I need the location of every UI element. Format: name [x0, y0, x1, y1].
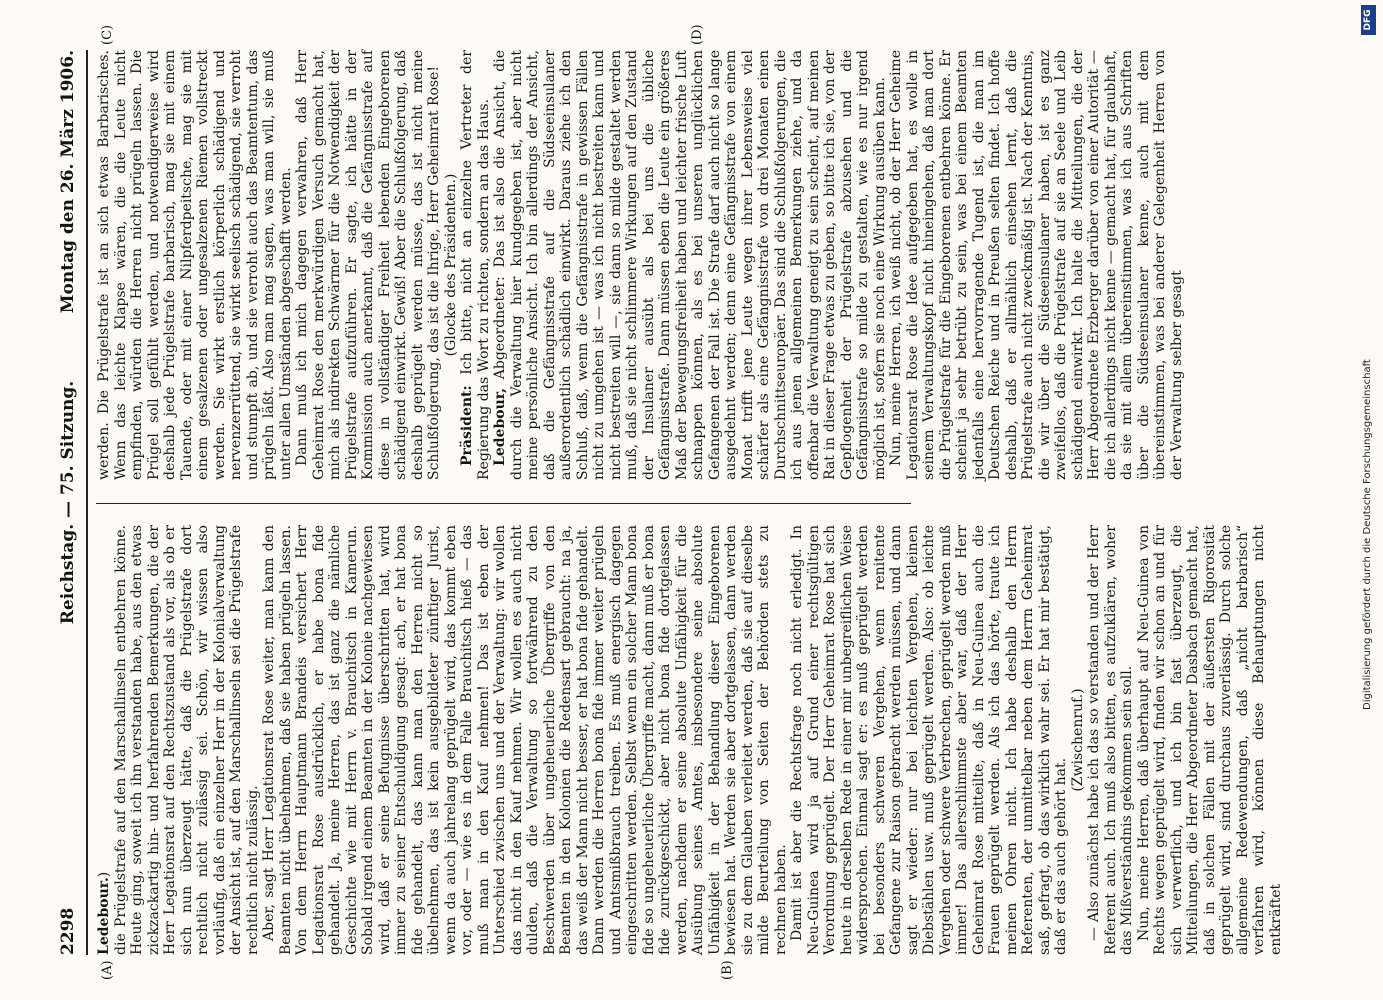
- digitization-note: Digitalisierung gefördert durch die Deutsche Forschungsgemeinschaft: [1362, 359, 1373, 710]
- page-header: [52, 50, 88, 955]
- speaker-name: Ledebour,: [492, 388, 508, 466]
- margin-marker-c: (C): [100, 24, 115, 45]
- paragraph: die Prügelstrafe auf den Marschallinseln entbehren könne. Heute ging, soweit ich ihn verstanden habe, aus den etwas zickzackartig hin- und herfahrenden Bemerkungen, die der Herr Legationsrat auf den Rechtszustand als vor, als ob er sich nun überzeugt hätte, daß die Prügelstrafe dort rechtlich nicht zulässig sei. Schön, wir wissen also vorläufig, daß ein einzelner Herr in der Kolonialverwaltung der Ansicht ist, auf den Marschallinseln sei die Prügelstrafe rechtlich nicht zulässig.: [112, 525, 261, 955]
- session-date: Montag den 26. März 1906.: [58, 50, 78, 314]
- text-column-right: [96, 49, 1185, 480]
- speaker-paragraph: Ledebour, Abgeordneter: Das ist also die Ansicht, die durch die Verwaltung hier kundgegeben ist, aber nicht meine persönliche Ansicht. Ich bin allerdings der Ansicht, daß die Gefängnisstrafe auf die Südseeinsulaner außerordentlich schädlich einwirkt. Daraus ziehe ich den Schluß, daß, wenn die Gefängnisstrafe in gewissen Fällen nicht zu umgehen ist — was ich nicht bestreiten kann und nicht bestreiten will —, sie dann so milde gestaltet werden muß, daß sie nicht schlimmere Wirkungen auf den Zustand der Insulaner ausübt als bei uns die übliche Gefängnisstrafe. Dann müssen eben die Leute ein größeres Maß der Bewegungsfreiheit haben und leichter frische Luft schnappen können, als es bei unseren unglücklichen Gefangenen der Fall ist. Die Strafe darf auch nicht so lange ausgedehnt werden; denn eine Gefängnisstrafe von einem Monat trifft jene Leute wegen ihrer Lebensweise viel schärfer als eine Gefängnisstrafe von drei Monaten einen Durchschnittseuropäer. Das sind die Schlußfolgerungen, die ich aus jenen allgemeinen Bemerkungen ziehe, und da offenbar die Verwaltung geneigt zu sein scheint, auf meinen Rat in dieser Frage etwas zu geben, so bitte ich sie, von der Gepflogenheit der Prügelstrafe abzusehen und die Gefängnisstrafe so milde zu gestalten, wie es nur irgend möglich ist, sofern sie noch eine Wirkung ausüben kann.: [492, 50, 888, 480]
- paragraph: Nun, meine Herren, ich weiß nicht, ob der Herr Geheime Legationsrat Rose die Idee aufgegeben hat, es wolle in seinem Verwaltungskopf nicht hineingehen, daß man dort die Prügelstrafe für die Eingeborenen entbehren könne. Er scheint ja sehr betrübt zu sein, was bei einem Beamten jedenfalls eine hervorragende Tugend ist, die man im Deutschen Reiche und in Preußen selten findet. Ich hoffe deshalb, daß er allmählich einsehen lernt, daß die Prügelstrafe auch nicht zweckmäßig ist. Nach der Kenntnis, die wir über die Südseeinsulaner haben, ist es ganz zweifellos, daß die Prügelstrafe auf sie an Seele und Leib schädigend einwirkt. Ich halte die Mitteilungen, die der Herr Abgeordnete Erzberger darüber von einer Autorität — die ich allerdings nicht kenne — gemacht hat, für glaubhaft, da sie mit allem übereinstimmen, was ich aus Schriften über die Südseeinsulaner kenne, auch mit dem übereinstimmen, was bei anderer Gelegenheit Herren von der Verwaltung selber gesagt: [888, 50, 1185, 480]
- speaker-paragraph: Präsident: Ich bitte, nicht an einzelne Vertreter der Regierung das Wort zu richten, sondern an das Haus.: [459, 49, 492, 480]
- margin-marker-a: (A): [100, 960, 115, 980]
- paragraph: Dann muß ich mich dagegen verwahren, daß Herr Geheimrat Rose den merkwürdigen Versuch gemacht hat, mich als indirekten Schwärmer für die Notwendigkeit der Prügelstrafe aufzuführen. Er sagte, ich hätte in der Kommission auch anerkannt, daß die Gefängnisstrafe auf diese in vollständiger Freiheit lebenden Eingeborenen schädigend einwirkt. Gewiß! Aber die Schlußfolgerung, daß deshalb geprügelt werden müsse, das ist nicht meine Schlußfolgerung, das ist die Ihrige, Herr Geheimrat Rose!: [294, 50, 442, 480]
- paragraph: — Also zunächst habe ich das so verstanden und der Herr Referent auch. Ich muß also bitten, es aufzuklären, woher das Mißverständnis gekommen sein soll.: [1086, 525, 1135, 955]
- paragraph: Aber, sagt Herr Legationsrat Rose weiter, man kann den Beamten nicht übelnehmen, daß sie haben prügeln lassen. Von dem Herrn Hauptmann Brandeis versichert Herr Legationsrat Rose ausdrücklich, er habe bona fide gehandelt. Ja, meine Herren, das ist ganz die nämliche Geschichte wie mit Herrn v. Brauchitsch in Kamerun. Sobald irgend einem Beamten in der Kolonie nachgewiesen wird, daß er seine Befugnisse überschritten hat, wird immer zu seiner Entschuldigung gesagt: ach, er hat bona fide gehandelt, das kann man den Herren nicht so übelnehmen, das ist kein ausgebildeter zünftiger Jurist, wenn da auch jahrelang geprügelt wird, das kommt eben vor, oder — wie es in dem Falle Brauchitsch hieß — das muß man in den Kauf nehmen! Das ist eben der Unterschied zwischen uns und der Verwaltung: wir wollen das nicht in den Kauf nehmen. Wir wollen es auch nicht dulden, daß die Verwaltung so fortwährend zu den Beschwerden über ungeheuerliche Übergriffe von den Beamten in den Kolonien die Redensart gebraucht: na ja, das weiß der Mann nicht besser, er hat bona fide gehandelt. Dann werden die Herren bona fide immer weiter prügeln und Amtsmißbrauch treiben. Es muß energisch dagegen eingeschritten werden. Selbst wenn ein solcher Mann bona fide so ungeheuerliche Übergriffe macht, dann muß er bona fide zurückgeschickt, aber nicht bona fide dortgelassen werden, nachdem er seine absolute Unfähigkeit für die Ausübung seines Amtes, insbesondere seine absolute Unfähigkeit in der Behandlung dieser Eingeborenen bewiesen hat. Werden sie aber dortgelassen, dann werden sie zu dem Glauben verleitet werden, daß sie auf dieselbe milde Beurteilung von Seiten der Behörden stets zu rechnen haben.: [261, 525, 789, 955]
- interjection: (Zwischenruf.): [1069, 688, 1086, 792]
- page-number: 2298: [58, 907, 78, 955]
- paragraph: Nun, meine Herren, daß überhaupt auf Neu-Guinea von Rechts wegen geprügelt wird, finden wir schon an und für sich verwerflich, und ich bin fast überzeugt, die Mitteilungen, die Herr Abgeordneter Dasbach gemacht hat, daß in solchen Fällen mit der äußersten Rigorosität geprügelt wird, sind durchaus zuverlässig. Durch solche allgemeine Redewendungen, daß „nicht barbarisch“ verfahren wird, können diese Behauptungen nicht entkräftet: [1135, 525, 1284, 955]
- text-column-left: [96, 525, 1284, 955]
- session-title: Reichstag. — 75. Sitzung.: [58, 380, 78, 625]
- margin-marker-b: (B): [720, 960, 735, 980]
- column-divider: [96, 503, 911, 504]
- paragraph: Damit ist aber die Rechtsfrage noch nicht erledigt. In Neu-Guinea wird ja auf Grund einer rechtsgültigen Verordnung geprügelt. Der Herr Geheimrat Rose hat sich heute in derselben Rede in einer mir unbegreiflichen Weise widersprochen. Einmal sagt er: es muß geprügelt werden bei besonders schweren Vergehen, wenn renitente Gefangene zur Raison gebracht werden müssen, und dann sagt er wieder: nur bei leichten Vergehen, kleinen Diebstählen usw. muß geprügelt werden. Also: ob leichte Vergehen oder schwere Verbrechen, geprügelt werden muß immer! Das allerschlimmste aber war, daß der Herr Geheimrat Rose mitteilte, daß in Neu-Guinea auch die Frauen geprügelt werden. Als ich das hörte, traute ich meinen Ohren nicht. Ich habe deshalb den Herrn Referenten, der unmittelbar neben dem Herrn Geheimrat saß, gefragt, ob das wirklich wahr sei. Er hat mir bestätigt, daß er das auch gehört hat.: [789, 525, 1069, 955]
- margin-marker-d: (D): [690, 24, 705, 45]
- interjection: (Glocke des Präsidenten.): [442, 173, 459, 357]
- digitization-strip: [1358, 0, 1382, 1000]
- speaker-name: Präsident:: [459, 385, 475, 466]
- paragraph: Ledebour.): [96, 871, 112, 955]
- dfg-logo: DFG: [1361, 5, 1376, 35]
- paragraph: werden. Die Prügelstrafe ist an sich etwas Barbarisches. Wenn das leichte Klapse wären, die die Leute nicht empfinden, würden die Herren nicht prügeln lassen. Die Prügel soll gefühlt werden, und notwendigerweise wird deshalb jede Prügelstrafe barbarisch, mag sie mit einem Tauende, oder mit einer Nilpferdpeitsche, mag sie mit einem gesalzenen oder ungesalzenen Riemen vollstreckt werden. Sie wirkt erstlich körperlich schädigend und nervenzerrüttend, sie wirkt seelisch schädigend, sie verroht und stumpft ab, und sie verroht auch das Beamtentum, das prügeln läßt. Also man mag sagen, was man will, sie muß unter allen Umständen abgeschafft werden.: [96, 50, 294, 480]
